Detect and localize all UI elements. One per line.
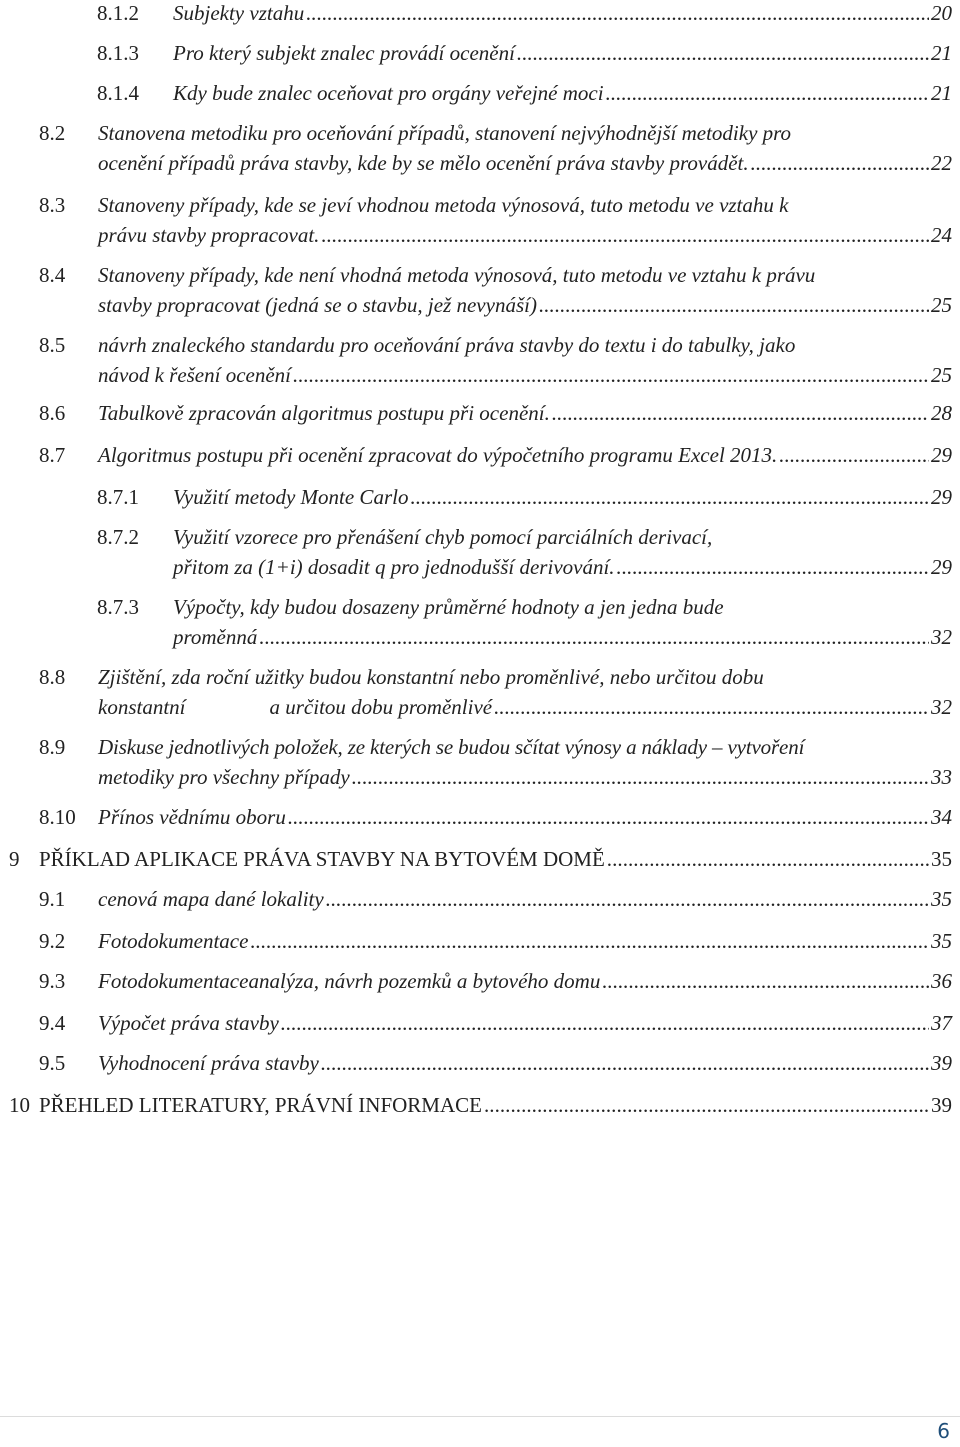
leader-dots bbox=[494, 692, 929, 722]
toc-number: 8.10 bbox=[39, 805, 76, 829]
leader-dots bbox=[293, 360, 929, 390]
toc-title-line: Využití vzorece pro přenášení chyb pomocí parciálních derivací, bbox=[173, 525, 713, 549]
toc-number: 8.7.1 bbox=[97, 485, 139, 509]
toc-title: Pro který subjekt znalec provádí ocenění bbox=[173, 41, 515, 65]
toc-title: stavby propracovat (jedná se o stavbu, jež nevynáší) bbox=[98, 293, 537, 317]
toc-title-line: Stanovena metodiku pro oceňování případů, stanovení nejvýhodnější metodiky pro bbox=[98, 121, 792, 145]
toc-number: 8.2 bbox=[39, 121, 66, 145]
leader-dots bbox=[259, 622, 929, 652]
toc-title: Fotodokumentaceanalýza, návrh pozemků a bytového domu bbox=[98, 969, 601, 993]
toc-title: PŘEHLED LITERATURY, PRÁVNÍ INFORMACE bbox=[39, 1093, 482, 1117]
toc-title: Výpočet práva stavby bbox=[98, 1011, 279, 1035]
footer-divider bbox=[0, 1416, 960, 1417]
toc-number: 9.5 bbox=[39, 1051, 66, 1075]
toc-title: Subjekty vztahu bbox=[173, 1, 305, 25]
leader-dots bbox=[484, 1090, 929, 1120]
toc-title: Algoritmus postupu při ocenění zpracovat do výpočetního programu Excel 2013. bbox=[98, 443, 778, 467]
toc-page: 25 bbox=[931, 293, 952, 317]
toc-page: 33 bbox=[931, 765, 952, 789]
toc-title: Vyhodnocení práva stavby bbox=[98, 1051, 319, 1075]
toc-number: 8.7.2 bbox=[97, 525, 139, 549]
toc-title: Využití metody Monte Carlo bbox=[173, 485, 409, 509]
leader-dots bbox=[306, 0, 929, 28]
toc-page: 35 bbox=[931, 847, 952, 871]
toc-page: 20 bbox=[931, 1, 952, 25]
leader-dots bbox=[250, 926, 929, 956]
toc-number: 8.8 bbox=[39, 665, 66, 689]
leader-dots bbox=[321, 1048, 929, 1078]
leader-dots bbox=[410, 482, 929, 512]
leader-dots bbox=[326, 884, 929, 914]
leader-dots bbox=[617, 552, 929, 582]
toc-page: 25 bbox=[931, 363, 952, 387]
toc-number: 9 bbox=[9, 847, 20, 871]
toc-title: Přínos vědnímu oboru bbox=[98, 805, 286, 829]
toc-page: 39 bbox=[931, 1051, 952, 1075]
toc-title: metodiky pro všechny případy bbox=[98, 765, 350, 789]
toc-number: 8.1.4 bbox=[97, 81, 139, 105]
toc-number: 8.3 bbox=[39, 193, 66, 217]
toc-number: 8.5 bbox=[39, 333, 66, 357]
leader-dots bbox=[607, 844, 929, 874]
toc-number: 8.1.2 bbox=[97, 1, 139, 25]
toc-title-line: Zjištění, zda roční užitky budou konstantní nebo proměnlivé, nebo určitou dobu bbox=[98, 665, 764, 689]
toc-number: 10 bbox=[9, 1093, 30, 1117]
toc-page: 29 bbox=[931, 443, 952, 467]
toc-number: 8.1.3 bbox=[97, 41, 139, 65]
toc-number: 9.1 bbox=[39, 887, 66, 911]
page-number: 6 bbox=[937, 1419, 950, 1443]
toc-title: ocenění případů práva stavby, kde by se mělo ocenění práva stavby provádět. bbox=[98, 151, 749, 175]
toc-page: 21 bbox=[931, 81, 952, 105]
toc-page: 29 bbox=[931, 555, 952, 579]
toc-page: 29 bbox=[931, 485, 952, 509]
toc-title: PŘÍKLAD APLIKACE PRÁVA STAVBY NA BYTOVÉM DOMĚ bbox=[39, 847, 605, 871]
toc-title: návod k řešení ocenění bbox=[98, 363, 292, 387]
toc-title-line: Stanoveny případy, kde není vhodná metoda výnosová, tuto metodu ve vztahu k právu bbox=[98, 263, 816, 287]
toc-number: 8.9 bbox=[39, 735, 66, 759]
leader-dots bbox=[321, 220, 929, 250]
toc-title-line: Výpočty, kdy budou dosazeny průměrné hodnoty a jen jedna bude bbox=[173, 595, 724, 619]
toc-page: 35 bbox=[931, 887, 952, 911]
toc-title: Fotodokumentace bbox=[98, 929, 249, 953]
toc-page: 39 bbox=[931, 1093, 952, 1117]
toc-title: přitom za (1+i) dosadit q pro jednodušší derivování. bbox=[173, 555, 615, 579]
toc-title: proměnná bbox=[173, 625, 258, 649]
toc-number: 8.4 bbox=[39, 263, 66, 287]
leader-dots bbox=[606, 78, 929, 108]
toc-title-line: návrh znaleckého standardu pro oceňování práva stavby do textu i do tabulky, jako bbox=[98, 333, 796, 357]
leader-dots bbox=[539, 290, 929, 320]
toc-page: 32 bbox=[931, 695, 952, 719]
toc-page: 37 bbox=[931, 1011, 952, 1035]
toc-number: 9.2 bbox=[39, 929, 66, 953]
leader-dots bbox=[517, 38, 929, 68]
toc-number: 8.7.3 bbox=[97, 595, 139, 619]
toc-title-line: Diskuse jednotlivých položek, ze kterých se budou sčítat výnosy a náklady – vytvoření bbox=[98, 735, 805, 759]
toc-number: 9.4 bbox=[39, 1011, 66, 1035]
toc-page: 28 bbox=[931, 401, 952, 425]
toc-title: Tabulkově zpracován algoritmus postupu při ocenění. bbox=[98, 401, 550, 425]
toc-number: 8.7 bbox=[39, 443, 66, 467]
toc-page: 36 bbox=[931, 969, 952, 993]
toc-title: cenová mapa dané lokality bbox=[98, 887, 324, 911]
toc-title: právu stavby propracovat. bbox=[98, 223, 320, 247]
toc-title: konstantní a určitou dobu proměnlivé bbox=[98, 695, 493, 719]
leader-dots bbox=[602, 966, 929, 996]
leader-dots bbox=[552, 398, 929, 428]
leader-dots bbox=[288, 802, 929, 832]
toc-title: Kdy bude znalec oceňovat pro orgány veřejné moci bbox=[173, 81, 604, 105]
toc-number: 8.6 bbox=[39, 401, 66, 425]
leader-dots bbox=[751, 148, 929, 178]
toc-page: 32 bbox=[931, 625, 952, 649]
leader-dots bbox=[352, 762, 929, 792]
toc-number: 9.3 bbox=[39, 969, 66, 993]
leader-dots bbox=[281, 1008, 929, 1038]
toc-page: 34 bbox=[931, 805, 952, 829]
toc-page: 35 bbox=[931, 929, 952, 953]
toc-page: 22 bbox=[931, 151, 952, 175]
leader-dots bbox=[779, 440, 929, 470]
toc-page: 24 bbox=[931, 223, 952, 247]
toc-page: 21 bbox=[931, 41, 952, 65]
toc-title-line: Stanoveny případy, kde se jeví vhodnou metoda výnosová, tuto metodu ve vztahu k bbox=[98, 193, 789, 217]
